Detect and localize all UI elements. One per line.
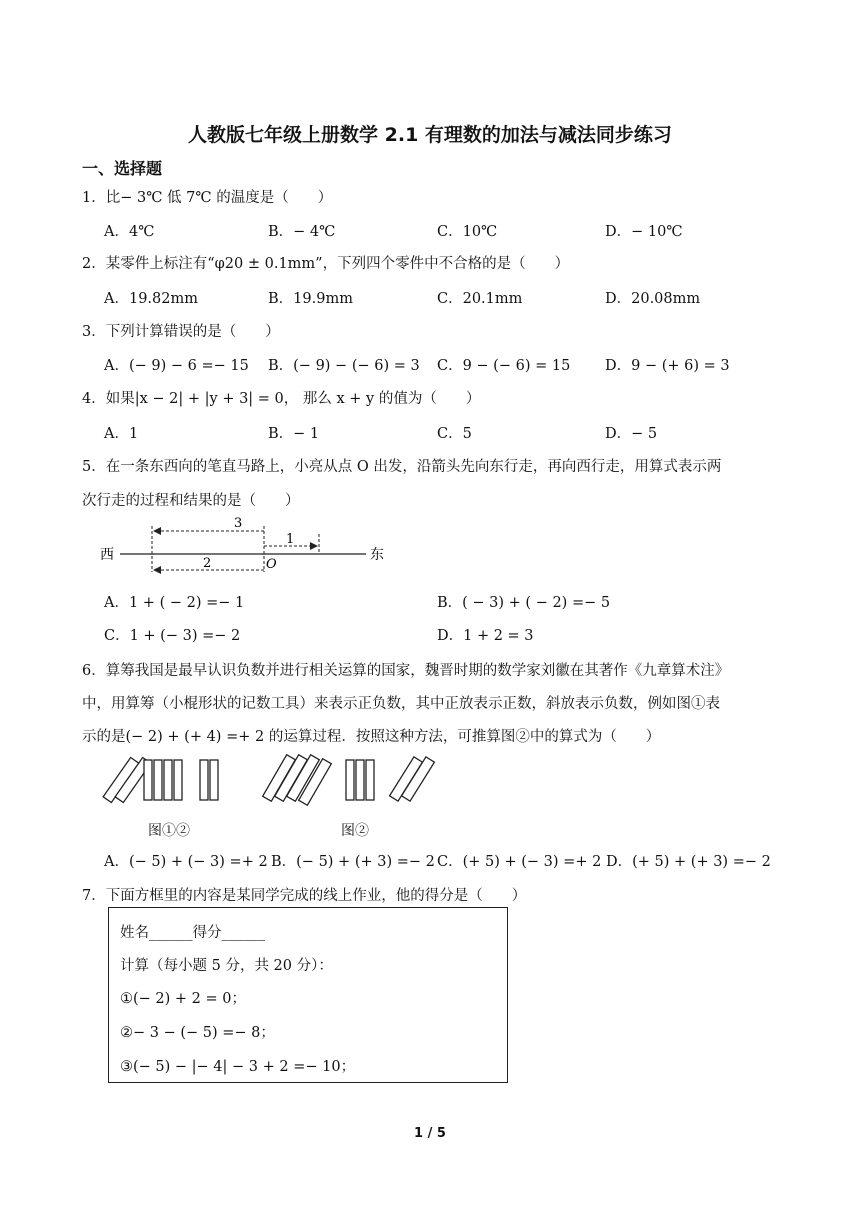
homework-item-2: ②− 3 − (− 5) =− 8； (120, 1025, 275, 1041)
question-5-stem-line2: 次行走的过程和结果的是（ ） (82, 493, 300, 509)
question-6-line2: 中，用算筹（小棍形状的记数工具）来表示正负数，其中正放表示正数，斜放表示负数，例如图①表 (82, 696, 720, 712)
question-6-line3: 示的是(− 2) + (+ 4) =+ 2 的运算过程．按照这种方法，可推算图②中的算式为（ ） (82, 729, 661, 745)
q3-option-c: C．9 − (− 6) = 15 (437, 358, 571, 374)
q4-option-b: B．− 1 (268, 426, 320, 442)
page-number: 1 / 5 (414, 1126, 446, 1141)
q5-option-b: B．( − 3) + ( − 2) =− 5 (437, 595, 611, 611)
q2-option-c: C．20.1mm (437, 291, 523, 307)
label-3: 3 (234, 516, 243, 531)
q6-counting-rods-figure (96, 752, 446, 812)
question-6-line1: 6．算筹我国是最早认识负数并进行相关运算的国家，魏晋时期的数学家刘徽在其著作《九章算术注》 (82, 663, 730, 679)
figure-1-caption: 图①② (148, 823, 190, 839)
section-heading: 一、选择题 (82, 159, 163, 178)
q5-option-a: A．1 + ( − 2) =− 1 (104, 595, 245, 611)
homework-item-1: ①(− 2) + 2 = 0； (120, 991, 246, 1007)
q2-option-a: A．19.82mm (104, 291, 198, 307)
q3-option-b: B．(− 9) − (− 6) = 3 (268, 358, 420, 374)
q1-option-c: C．10℃ (437, 224, 498, 240)
label-origin: O (266, 557, 277, 572)
page-title: 人教版七年级上册数学 2.1 有理数的加法与减法同步练习 (188, 124, 672, 146)
q5-option-c: C．1 + (− 3) =− 2 (104, 628, 241, 644)
label-1: 1 (286, 532, 295, 547)
q4-option-d: D．− 5 (605, 426, 658, 442)
question-2-stem: 2．某零件上标注有“φ20 ± 0.1mm”，下列四个零件中不合格的是（ ） (82, 256, 570, 272)
homework-name-score: 姓名______得分______ (120, 925, 265, 941)
question-7-stem: 7．下面方框里的内容是某同学完成的线上作业，他的得分是（ ） (82, 888, 527, 904)
q5-number-line-figure (96, 512, 396, 582)
q4-option-c: C．5 (437, 426, 472, 442)
q3-option-a: A．(− 9) − 6 =− 15 (104, 358, 249, 374)
label-2: 2 (203, 556, 212, 571)
q6-option-b: B．(− 5) + (+ 3) =− 2 (271, 854, 435, 870)
homework-item-3: ③(− 5) − |− 4| − 3 + 2 =− 10； (120, 1059, 356, 1075)
q1-option-b: B．− 4℃ (268, 224, 336, 240)
figure-2-caption: 图② (341, 823, 369, 839)
q1-option-a: A．4℃ (104, 224, 155, 240)
homework-instruction: 计算（每小题 5 分，共 20 分）： (120, 958, 333, 974)
q6-option-c: C．(+ 5) + (− 3) =+ 2 (437, 854, 602, 870)
q6-option-d: D．(+ 5) + (+ 3) =− 2 (606, 854, 771, 870)
q2-option-d: D．20.08mm (605, 291, 701, 307)
q2-option-b: B．19.9mm (268, 291, 353, 307)
question-1-stem: 1．比− 3℃ 低 7℃ 的温度是（ ） (82, 190, 333, 206)
question-3-stem: 3．下列计算错误的是（ ） (82, 324, 280, 340)
q6-option-a: A．(− 5) + (− 3) =+ 2 (104, 854, 268, 870)
q3-option-d: D．9 − (+ 6) = 3 (605, 358, 730, 374)
q1-option-d: D．− 10℃ (605, 224, 683, 240)
question-5-stem-line1: 5．在一条东西向的笔直马路上，小亮从点 O 出发，沿箭头先向东行走，再向西行走，用算式表示两 (82, 459, 722, 475)
label-east: 东 (370, 547, 384, 563)
q4-option-a: A．1 (104, 426, 139, 442)
q5-option-d: D．1 + 2 = 3 (437, 628, 534, 644)
question-4-stem: 4．如果|x − 2| + |y + 3| = 0， 那么 x + y 的值为（ ） (82, 391, 481, 407)
label-west: 西 (100, 547, 114, 563)
